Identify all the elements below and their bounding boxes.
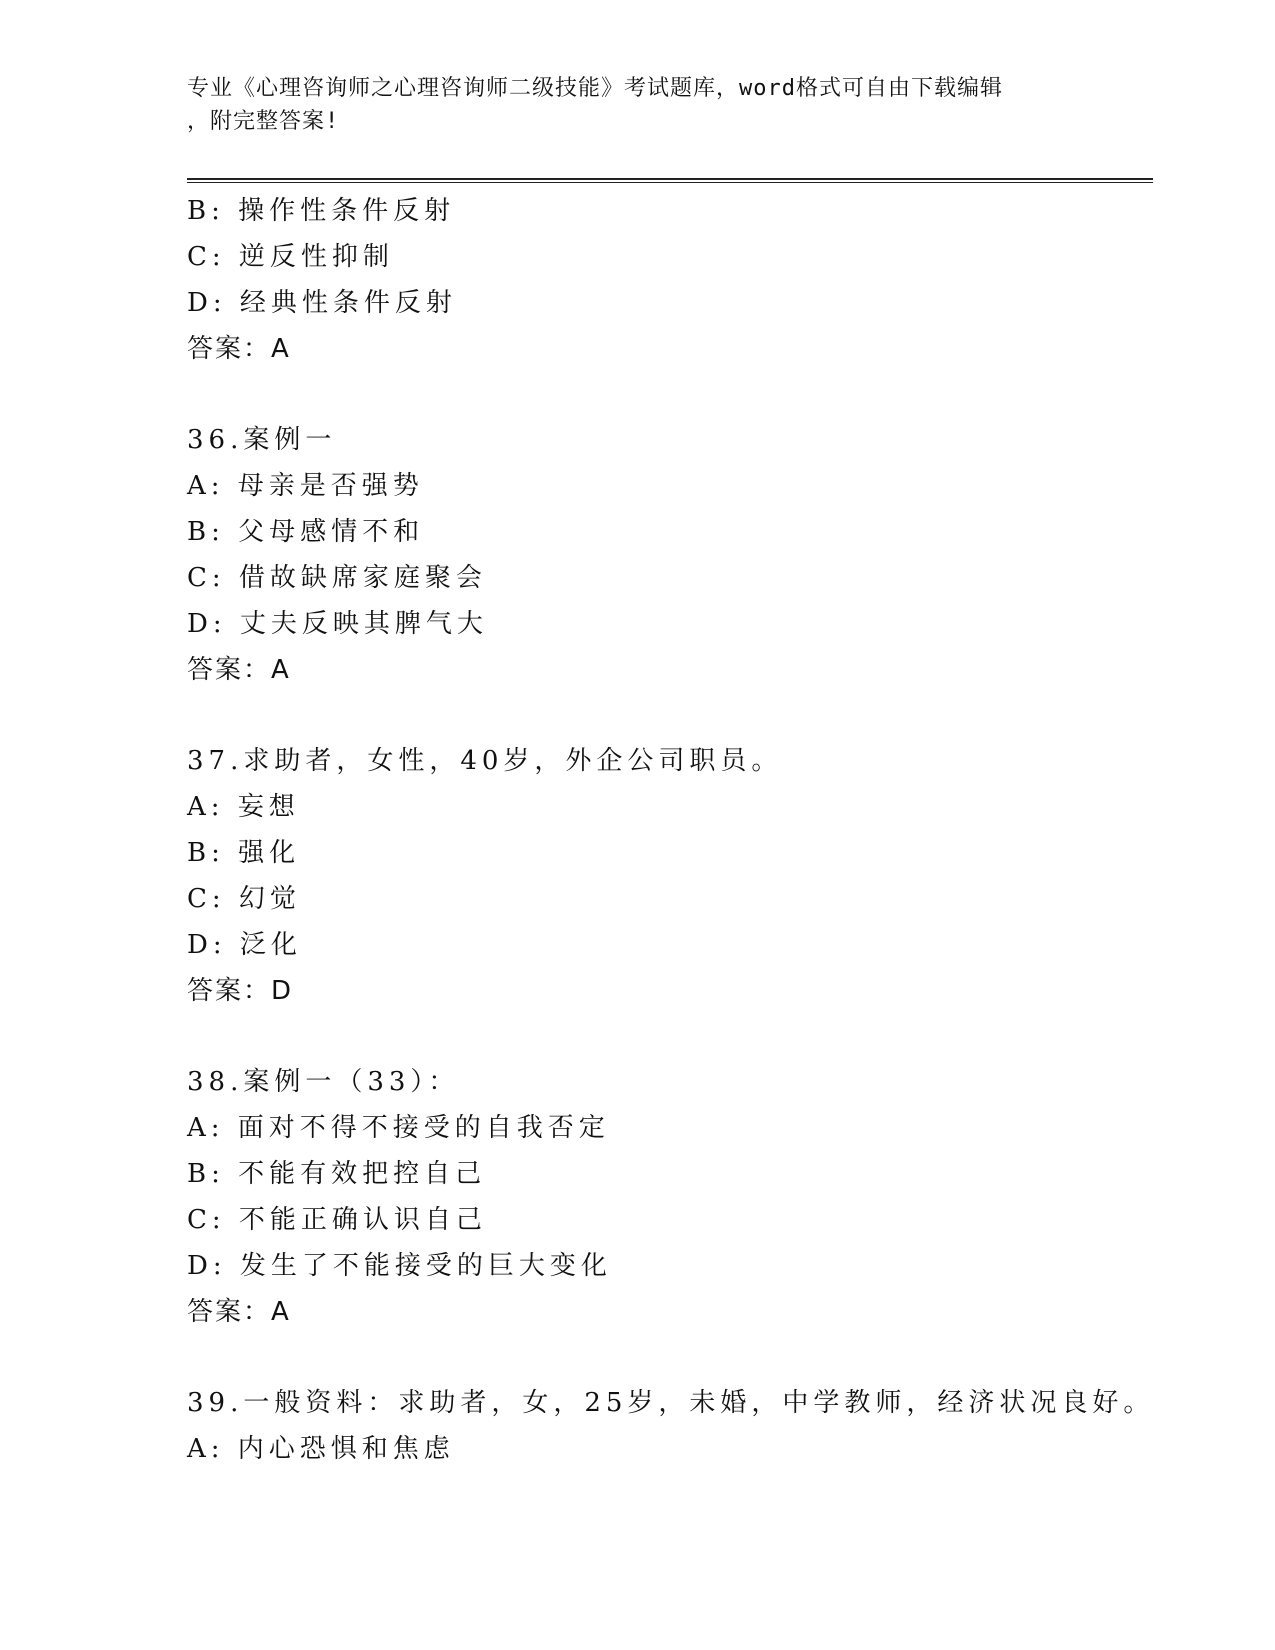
- header-line-1: 专业《心理咨询师之心理咨询师二级技能》考试题库，word格式可自由下载编辑: [187, 76, 1003, 101]
- question-title: 36.案例一: [187, 425, 337, 455]
- option-b: B: 父母感情不和: [187, 517, 425, 547]
- option-c: C: 不能正确认识自己: [187, 1205, 487, 1235]
- option-b: B: 不能有效把控自己: [187, 1159, 487, 1189]
- spacer: [187, 372, 1153, 417]
- option-a: A: 内心恐惧和焦虑: [187, 1434, 455, 1464]
- option-a: A: 妄想: [187, 792, 300, 822]
- option-c: C: 借故缺席家庭聚会: [187, 563, 487, 593]
- option-b: B: 强化: [187, 838, 301, 868]
- spacer: [187, 1014, 1153, 1059]
- option-d: D: 丈夫反映其脾气大: [187, 609, 488, 639]
- question-title: 39.一般资料：求助者，女，25岁，未婚，中学教师，经济状况良好。: [187, 1388, 1155, 1418]
- option-d: D: 经典性条件反射: [187, 288, 457, 318]
- spacer: [187, 693, 1153, 738]
- answer-label: 答案：A: [187, 334, 291, 364]
- question-title: 37.求助者，女性，40岁，外企公司职员。: [187, 746, 783, 776]
- question-list: [187, 188, 1153, 1472]
- question-36: [187, 417, 1153, 693]
- question-37: [187, 738, 1153, 1014]
- option-c: C: 逆反性抑制: [187, 242, 394, 272]
- option-d: D: 发生了不能接受的巨大变化: [187, 1251, 612, 1281]
- header-divider: [187, 178, 1153, 183]
- answer-label: 答案：A: [187, 655, 291, 685]
- question-title: 38.案例一（33）：: [187, 1067, 460, 1097]
- header-line-2: ，附完整答案!: [187, 109, 340, 134]
- option-b: B: 操作性条件反射: [187, 196, 456, 226]
- option-d: D: 泛化: [187, 930, 302, 960]
- answer-label: 答案：D: [187, 976, 294, 1006]
- spacer: [187, 1335, 1153, 1380]
- answer-label: 答案：A: [187, 1297, 291, 1327]
- question-38: [187, 1059, 1153, 1335]
- option-a: A: 面对不得不接受的自我否定: [187, 1113, 610, 1143]
- question-39: [187, 1380, 1153, 1472]
- question-35-continued: [187, 188, 1153, 372]
- option-a: A: 母亲是否强势: [187, 471, 424, 501]
- option-c: C: 幻觉: [187, 884, 301, 914]
- page-header: [187, 72, 1067, 138]
